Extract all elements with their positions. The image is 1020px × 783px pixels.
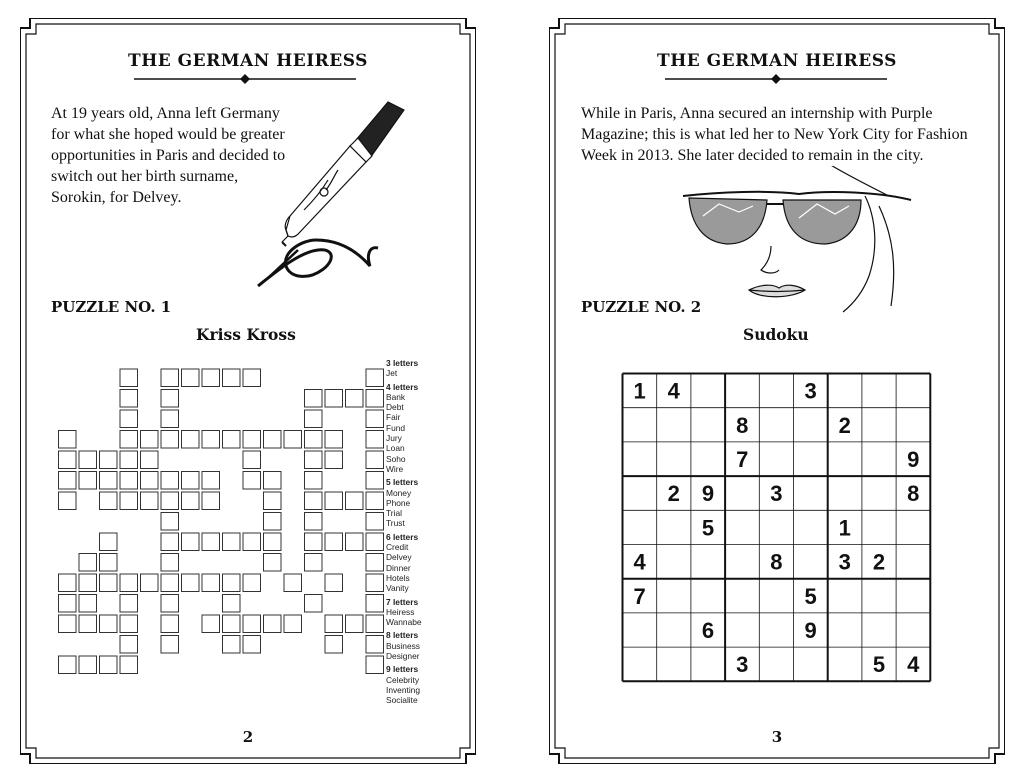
kriss-kross-cell[interactable]: [366, 472, 384, 490]
left-page: [20, 18, 476, 764]
kriss-kross-cell[interactable]: [120, 369, 138, 387]
kriss-kross-cell[interactable]: [161, 410, 179, 428]
word-list-item: Delvey: [386, 552, 412, 563]
intro-text: At 19 years old, Anna left Germany for what she hoped would be greater opportunities in Paris and decided to switch out her birth surname, Sorokin, for Delvey.: [51, 105, 286, 206]
kriss-kross-cell[interactable]: [120, 595, 138, 613]
kriss-kross-cell[interactable]: [325, 574, 343, 592]
intro-text: While in Paris, Anna secured an internship with Purple Magazine; this is what led her to New York City for Fashion Week in 2013. She later decided to remain in the city.: [581, 105, 968, 164]
kriss-kross-cell[interactable]: [182, 492, 200, 510]
word-group-heading: 3 letters: [386, 358, 419, 368]
kriss-kross-cell[interactable]: [305, 410, 323, 428]
word-list-item: Hotels: [386, 572, 410, 583]
kriss-kross-cell[interactable]: [366, 595, 384, 613]
kriss-kross-cell[interactable]: [243, 472, 261, 490]
word-list-item: Credit: [386, 542, 409, 553]
sudoku-given: 8: [736, 412, 749, 438]
kriss-kross-cell[interactable]: [264, 615, 282, 633]
sudoku-given: 7: [736, 447, 749, 472]
kriss-kross-cell[interactable]: [120, 492, 138, 510]
header-rule: [549, 73, 1005, 89]
kriss-kross-cell[interactable]: [366, 574, 384, 592]
kriss-kross-cell[interactable]: [264, 513, 282, 531]
kriss-kross-cell[interactable]: [161, 390, 179, 408]
sudoku-given: 3: [838, 549, 851, 575]
kriss-kross-cell[interactable]: [325, 636, 343, 654]
kriss-kross-cell[interactable]: [325, 492, 343, 510]
kriss-kross-cell[interactable]: [182, 533, 200, 551]
kriss-kross-cell[interactable]: [223, 533, 241, 551]
kriss-kross-cell[interactable]: [79, 472, 97, 490]
kriss-kross-cell[interactable]: [366, 410, 384, 428]
kriss-kross-cell[interactable]: [100, 615, 118, 633]
word-list-item: Business: [386, 640, 420, 651]
kriss-kross-cell[interactable]: [366, 431, 384, 449]
sudoku-grid: [621, 372, 933, 684]
kriss-kross-cell[interactable]: [161, 492, 179, 510]
sudoku-given: 2: [872, 549, 886, 575]
kriss-kross-cell[interactable]: [202, 533, 220, 551]
kriss-kross-cell[interactable]: [243, 369, 261, 387]
kriss-kross-cell[interactable]: [346, 615, 364, 633]
word-list-item: Soho: [386, 453, 406, 464]
word-list-item: Fair: [386, 412, 401, 423]
kriss-kross-cell[interactable]: [243, 615, 261, 633]
kriss-kross-grid: [57, 347, 387, 677]
word-list-item: Vanity: [386, 583, 409, 594]
kriss-kross-cell[interactable]: [243, 533, 261, 551]
kriss-kross-cell[interactable]: [202, 431, 220, 449]
kriss-kross-cell[interactable]: [284, 431, 302, 449]
kriss-kross-cell[interactable]: [120, 615, 138, 633]
kriss-kross-cell[interactable]: [120, 636, 138, 654]
sudoku-given: 4: [667, 378, 680, 404]
word-list-item: Inventing: [386, 684, 420, 695]
kriss-kross-cell[interactable]: [223, 615, 241, 633]
kriss-kross-cell[interactable]: [305, 595, 323, 613]
kriss-kross-cell[interactable]: [284, 615, 302, 633]
word-group-heading: 5 letters: [386, 477, 419, 488]
kriss-kross-cell[interactable]: [346, 390, 364, 408]
kriss-kross-cell[interactable]: [100, 451, 118, 469]
kriss-kross-cell[interactable]: [161, 595, 179, 613]
word-list-item: Trust: [386, 518, 405, 529]
word-list-item: Wannabe: [386, 617, 422, 628]
kriss-kross-cell[interactable]: [264, 533, 282, 551]
word-list-item: Money: [386, 487, 412, 498]
word-group-heading: 9 letters: [386, 664, 419, 675]
kriss-kross-cell[interactable]: [202, 574, 220, 592]
kriss-kross-cell[interactable]: [141, 431, 159, 449]
kriss-kross-cell[interactable]: [243, 451, 261, 469]
kriss-kross-cell[interactable]: [100, 656, 118, 674]
sudoku-given: 5: [804, 583, 817, 609]
sudoku-given: 3: [736, 652, 749, 678]
kriss-kross-cell[interactable]: [79, 656, 97, 674]
kriss-kross-cell[interactable]: [366, 636, 384, 654]
word-list-item: Debt: [386, 402, 404, 413]
kriss-kross-cell[interactable]: [325, 451, 343, 469]
kriss-kross-cell[interactable]: [366, 390, 384, 408]
kriss-kross-cell[interactable]: [243, 431, 261, 449]
puzzle-number: PUZZLE NO. 2: [581, 298, 702, 316]
kriss-kross-cell[interactable]: [79, 615, 97, 633]
kriss-kross-cell[interactable]: [325, 615, 343, 633]
kriss-kross-cell[interactable]: [202, 492, 220, 510]
sudoku-given: 4: [633, 549, 646, 575]
kriss-kross-cell[interactable]: [79, 451, 97, 469]
sudoku-given: 9: [804, 618, 817, 643]
kriss-kross-cell[interactable]: [325, 533, 343, 551]
kriss-kross-cell[interactable]: [366, 533, 384, 551]
kriss-kross-cell[interactable]: [223, 574, 241, 592]
kriss-kross-cell[interactable]: [120, 656, 138, 674]
kriss-kross-cell[interactable]: [120, 390, 138, 408]
puzzle-number: PUZZLE NO. 1: [51, 298, 172, 316]
sudoku-given: 5: [701, 515, 715, 541]
kriss-kross-cell[interactable]: [284, 574, 302, 592]
kriss-kross-cell[interactable]: [100, 492, 118, 510]
kriss-kross-cell[interactable]: [141, 451, 159, 469]
kriss-kross-cell[interactable]: [223, 431, 241, 449]
kriss-kross-cell[interactable]: [59, 574, 77, 592]
kriss-kross-cell[interactable]: [264, 431, 282, 449]
kriss-kross-cell[interactable]: [161, 554, 179, 572]
word-group-heading: 7 letters: [386, 596, 419, 607]
kriss-kross-cell[interactable]: [202, 472, 220, 490]
kriss-kross-cell[interactable]: [182, 369, 200, 387]
kriss-kross-cell[interactable]: [202, 615, 220, 633]
kriss-kross-cell[interactable]: [305, 554, 323, 572]
kriss-kross-cell[interactable]: [182, 431, 200, 449]
sudoku-given: 2: [838, 412, 851, 438]
kriss-kross-cell[interactable]: [223, 595, 241, 613]
fountain-pen-illustration: [238, 100, 408, 290]
kriss-kross-cell[interactable]: [161, 431, 179, 449]
kriss-kross-cell[interactable]: [59, 595, 77, 613]
page-header: THE GERMAN HEIRESS: [657, 51, 897, 71]
kriss-kross-cell[interactable]: [100, 533, 118, 551]
kriss-kross-cell[interactable]: [305, 431, 323, 449]
kriss-kross-cell[interactable]: [305, 390, 323, 408]
kriss-kross-cell[interactable]: [120, 472, 138, 490]
puzzle-title: Kriss Kross: [196, 325, 296, 344]
page-number: 3: [771, 728, 783, 746]
word-list-item: Dinner: [386, 562, 411, 573]
kriss-kross-cell[interactable]: [366, 656, 384, 674]
kriss-kross-cell[interactable]: [161, 636, 179, 654]
kriss-kross-cell[interactable]: [305, 451, 323, 469]
header-rule: [20, 73, 476, 89]
kriss-kross-cell[interactable]: [161, 533, 179, 551]
kriss-kross-cell[interactable]: [141, 492, 159, 510]
kriss-kross-cell[interactable]: [59, 615, 77, 633]
kriss-kross-cell[interactable]: [305, 533, 323, 551]
kriss-kross-cell[interactable]: [223, 636, 241, 654]
woman-sunglasses-illustration: [679, 166, 919, 314]
word-list-item: Jet: [386, 368, 398, 379]
sudoku-given: 1: [838, 515, 851, 541]
kriss-kross-cell[interactable]: [120, 410, 138, 428]
sudoku-given: 8: [770, 549, 783, 575]
kriss-kross-cell[interactable]: [59, 656, 77, 674]
word-list-item: Socialite: [386, 695, 418, 706]
kriss-kross-cell[interactable]: [161, 615, 179, 633]
kriss-kross-cell[interactable]: [366, 369, 384, 387]
word-group-heading: 8 letters: [386, 630, 419, 641]
kriss-kross-cell[interactable]: [264, 554, 282, 572]
kriss-kross-cell[interactable]: [182, 472, 200, 490]
word-list-item: Wire: [386, 463, 404, 474]
word-list-item: Loan: [386, 443, 405, 454]
sudoku-given: 6: [701, 618, 715, 643]
kriss-kross-cell[interactable]: [79, 595, 97, 613]
kriss-kross-cell[interactable]: [161, 472, 179, 490]
word-group-heading: 6 letters: [386, 531, 419, 542]
kriss-kross-cell[interactable]: [100, 472, 118, 490]
kriss-kross-cell[interactable]: [120, 431, 138, 449]
sudoku-given: 2: [667, 481, 680, 507]
kriss-kross-cell[interactable]: [161, 513, 179, 531]
kriss-kross-cell[interactable]: [120, 574, 138, 592]
sudoku-given: 1: [633, 378, 646, 404]
kriss-kross-cell[interactable]: [366, 451, 384, 469]
kriss-kross-cell[interactable]: [79, 574, 97, 592]
kriss-kross-cell[interactable]: [243, 574, 261, 592]
kriss-kross-cell[interactable]: [79, 554, 97, 572]
kriss-kross-cell[interactable]: [305, 513, 323, 531]
word-list-item: Designer: [386, 651, 420, 662]
kriss-kross-cell[interactable]: [223, 369, 241, 387]
kriss-kross-cell[interactable]: [346, 492, 364, 510]
sudoku-given: 9: [701, 481, 715, 507]
word-list-item: Bank: [386, 391, 406, 402]
kriss-kross-cell[interactable]: [366, 513, 384, 531]
kriss-kross-cell[interactable]: [264, 492, 282, 510]
sudoku-given: 5: [872, 652, 886, 678]
kriss-kross-cell[interactable]: [305, 492, 323, 510]
kriss-kross-cell[interactable]: [264, 472, 282, 490]
sudoku-given: 3: [804, 378, 817, 404]
kriss-kross-cell[interactable]: [100, 574, 118, 592]
kriss-kross-cell[interactable]: [325, 390, 343, 408]
kriss-kross-cell[interactable]: [120, 451, 138, 469]
kriss-kross-cell[interactable]: [59, 472, 77, 490]
kriss-kross-cell[interactable]: [366, 492, 384, 510]
kriss-kross-cell[interactable]: [243, 636, 261, 654]
kriss-kross-cell[interactable]: [59, 492, 77, 510]
kriss-kross-cell[interactable]: [161, 574, 179, 592]
sudoku-given: 8: [907, 481, 920, 507]
kriss-kross-cell[interactable]: [59, 431, 77, 449]
kriss-kross-cell[interactable]: [305, 472, 323, 490]
kriss-kross-cell[interactable]: [161, 369, 179, 387]
kriss-kross-cell[interactable]: [202, 369, 220, 387]
kriss-kross-cell[interactable]: [182, 574, 200, 592]
kriss-kross-cell[interactable]: [366, 615, 384, 633]
page-number: 2: [242, 728, 254, 746]
word-list-item: Trial: [386, 508, 402, 519]
sudoku-given: 7: [633, 583, 646, 609]
kriss-kross-cell[interactable]: [59, 451, 77, 469]
kriss-kross-cell[interactable]: [366, 554, 384, 572]
word-list-item: Phone: [386, 497, 411, 508]
kriss-kross-cell[interactable]: [325, 431, 343, 449]
word-list: [386, 358, 456, 706]
puzzle-title: Sudoku: [743, 325, 809, 344]
page-header: THE GERMAN HEIRESS: [128, 51, 368, 71]
sudoku-given: 4: [907, 652, 920, 678]
kriss-kross-cell[interactable]: [100, 554, 118, 572]
word-list-item: Fund: [386, 422, 406, 433]
kriss-kross-cell[interactable]: [141, 472, 159, 490]
word-list-item: Jury: [386, 433, 402, 444]
sudoku-given: 3: [770, 481, 783, 507]
sudoku-given: 9: [907, 447, 920, 472]
kriss-kross-cell[interactable]: [346, 533, 364, 551]
word-group-heading: 4 letters: [386, 381, 419, 392]
right-page: [549, 18, 1005, 764]
word-list-item: Celebrity: [386, 674, 420, 685]
kriss-kross-cell[interactable]: [141, 574, 159, 592]
word-list-item: Heiress: [386, 606, 415, 617]
